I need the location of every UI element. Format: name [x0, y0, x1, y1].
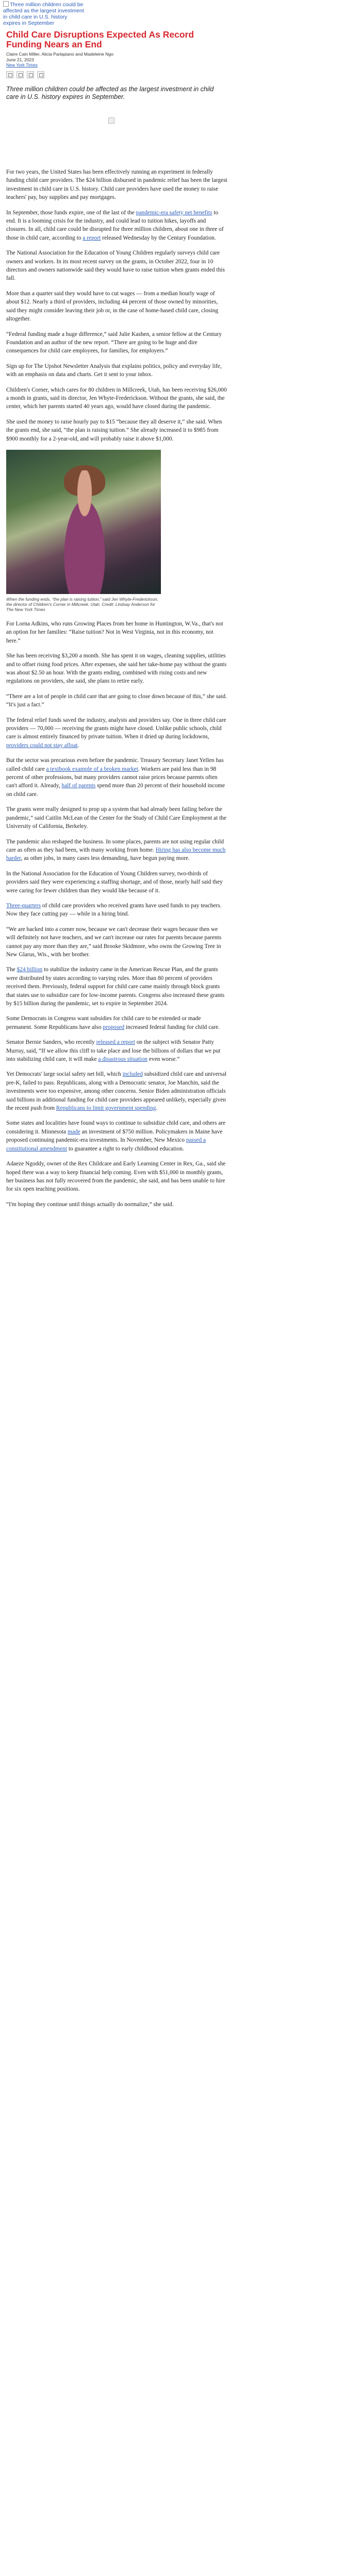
paragraph-text: . — [77, 742, 79, 749]
paragraph: For two years, the United States has been effectively running an experiment in federally funding child care providers. The $24 billion disbursed in pandemic relief has been the largest investment in child care in U.S. history. Child care providers have used the money to raise teachers' pay, buy supplies and pay mortgages. — [6, 169, 227, 201]
hero-image — [3, 0, 86, 28]
inline-link[interactable]: made — [67, 1128, 80, 1135]
share-icon[interactable] — [37, 71, 44, 78]
byline-source-link[interactable]: New York Times — [6, 62, 38, 67]
inline-link[interactable]: released a report — [96, 1039, 135, 1046]
inline-image-icon — [108, 117, 114, 124]
inline-link[interactable]: Three-quarters — [6, 902, 41, 909]
article-body — [6, 168, 228, 1215]
paragraph-text: Senator Bernie Sanders, who recently — [6, 1039, 96, 1046]
article-photo — [6, 450, 161, 594]
paragraph: Sign up for The Upshot Newsletter Analysis that explains politics, policy and everyday life, with an emphasis on data and charts. Get it sent to your inbox. — [6, 363, 222, 378]
paragraph — [6, 756, 228, 799]
paragraph-text: . Workers are paid less than in 98 percent of other professions, but many providers cannot raise prices because parents often can't afford it. Already, — [6, 766, 218, 789]
share-bar — [6, 71, 44, 78]
paragraph-text: Yet Democrats' large social safety net bill, which — [6, 1071, 123, 1078]
paragraph-text: . — [156, 1105, 158, 1112]
inline-link[interactable]: providers could not stay afloat — [6, 742, 78, 749]
paragraph: “I'm hoping they continue until things actually do normalize,” she said. — [6, 1201, 174, 1208]
paragraph-text: of child care providers who received grants have used funds to pay teachers. Now they face cutting pay — while in a hiring bind. — [6, 902, 222, 918]
byline-authors: Claire Cain Miller, Alicia Parlapiano and Madeleine Ngo — [6, 52, 113, 57]
paragraph-text: subsidized child care and universal pre-K, failed to pass. Republicans, along with a Democratic senator, Joe Manchin, said the investments were too expensive, among other concerns. Senior Biden administration officials said billions in additional funding for child care providers appeared unlikely, especially given the recent push from — [6, 1071, 227, 1112]
inline-link[interactable]: passed a constitutional amendment — [6, 1137, 206, 1152]
inline-link[interactable]: included — [122, 1071, 143, 1078]
paragraph: She has been receiving $3,200 a month. She has spent it on wages, cleaning supplies, utilities and to offset rising food prices. After expenses, she said her take-home pay without the grants was about $2.50 an hour. With the grants ending, combined with rising costs and new regulations on providers, she said, she plans to retire early. — [6, 653, 227, 685]
paragraph — [6, 1070, 228, 1112]
inline-link[interactable]: a report — [83, 234, 101, 241]
paragraph: The grants were really designed to prop up a system that had already been failing before the pandemic,” said Caitlin McLean of the Center for the Study of Child Care Employment at the University of California, Berkeley. — [6, 806, 227, 830]
paragraph-text: even worse.” — [147, 1056, 180, 1063]
paragraph-text: to end. It is a looming crisis for the industry, and could lead to tuition hikes, layoffs and closures. In all, child care could be disrupted for three million children, about one in three of those in child care, according to — [6, 209, 224, 241]
byline — [6, 52, 228, 68]
paragraph — [6, 209, 228, 243]
paragraph: “Federal funding made a huge difference,” said Julie Kashen, a senior fellow at the Century Foundation and an author of the new report. “There are going to be huge and dire consequences for child care employees, for families, for employers.” — [6, 331, 222, 354]
paragraph — [6, 902, 228, 919]
paragraph-text: an investment of $750 million. Policymakers in Maine have proposed continuing pandemic-era investments. In November, New Mexico — [6, 1128, 223, 1144]
article — [0, 0, 228, 1208]
paragraph-text: on the subject with Senator Patty Murray, said, “If we allow this cliff to take place and lose the billions of dollars that we put into stabilizing child care, it will make — [6, 1039, 221, 1063]
paragraph: She used the money to raise hourly pay to $15 “because they all deserve it,” she said. When the grants end, she said, “the plan is raising tuition.” She already increased it to $985 from $900 monthly for a 2-year-old, and will probably raise it above $1,000. — [6, 418, 222, 442]
inline-link[interactable]: pandemic-era safety net benefits — [136, 209, 212, 216]
share-icon[interactable] — [6, 71, 13, 78]
paragraph-text: Some states and localities have found ways to continue to subsidize child care, and others are considering it. Minnesota — [6, 1120, 226, 1135]
paragraph-text: But the sector was precarious even before the pandemic. Treasury Secretary Janet Yellen has called child care — [6, 757, 224, 772]
paragraph — [6, 1038, 228, 1063]
paragraph — [6, 716, 228, 750]
share-icon[interactable] — [17, 71, 24, 78]
paragraph-text: The federal relief funds saved the industry, analysts and providers say. One in three child care providers — 70,000 — receiving the grants might have closed. Unlike public schools, child care is almost entirely financed by private tuition. When it dried up during lockdowns, — [6, 717, 226, 740]
paragraph: “We are backed into a corner now, because we can't decrease their wages because then we will definitely not have teachers, and we can't increase our rates for parents because parents cannot pay any more than they are,” said Brooke Skidmore, who owns the Growing Tree in New Glarus, Wis., with her brother. — [6, 926, 222, 958]
paragraph-text: spend more than 20 percent of their household income on child care. — [6, 783, 225, 798]
inline-link[interactable]: proposed — [103, 1024, 125, 1030]
paragraph — [6, 1014, 228, 1031]
broken-image-icon — [3, 1, 9, 7]
paragraph: Adaeze Ngoddy, owner of the Rex Childcare and Early Learning Center in Rex, Ga., said she hoped there was a way to keep financial help coming. Even with $51,000 in monthly grants, her business has not fully recovered from the pandemic, she said, and has been unable to hire for six open teaching positions. — [6, 1161, 226, 1193]
paragraph: In the National Association for the Education of Young Children survey, two-thirds of providers said they were experiencing a staffing shortage, and of those, nearly half said they were caring for fewer children than they would like because of it. — [6, 870, 223, 894]
paragraph-text: , as other jobs, in many cases less demanding, have begun paying more. — [21, 855, 190, 862]
paragraph — [6, 1119, 228, 1153]
paragraph-text: Some Democrats in Congress want subsidies for child care to be extended or made permanent. Some Republicans have also — [6, 1015, 201, 1030]
photo-caption: When the funding ends, “the plan is raising tuition,” said Jen Whyte-Frederickson, the director of Children's Corner in Millcreek, Utah. Credit: Lindsay Anderson for The New York Times — [6, 597, 158, 612]
inline-link[interactable]: a disastrous situation — [98, 1056, 147, 1063]
article-dek: Three million children could be affected as the largest investment in child care in U.S. history expires in September. — [6, 86, 214, 100]
paragraph-text: The pandemic also reshaped the business. In some places, parents are not using regular child care as often as they had been, with many working from home. — [6, 838, 224, 853]
byline-date: June 21, 2023 — [6, 57, 34, 62]
paragraph: Children's Corner, which cares for 80 children in Millcreek, Utah, has been receiving $26,000 a month in grants, said its director, Jen Whyte-Frederickson. Without the grants, she said, the center, which her parents started 40 years ago, would have closed during the pandemic. — [6, 386, 227, 410]
paragraph: More than a quarter said they would have to cut wages — from a median hourly wage of about $12. Nearly a third of providers, including 44 percent of those owned by minorities, said they might consider leaving their job or, in the case of home-based child care, closing altogether. — [6, 290, 219, 323]
inline-link[interactable]: $24 billion — [17, 967, 43, 973]
paragraph: For Lorna Adkins, who runs Growing Places from her home in Huntington, W.Va., that's not an option for her families: “Raise tuition? Not in West Virginia, not in this economy, not here.” — [6, 620, 223, 644]
paragraph: The National Association for the Education of Young Children regularly surveys child care owners and workers. In its most recent survey on the grants, in October 2022, four in 10 directors and owners nationwide said they would have to raise tuition when grants ended this fall. — [6, 250, 225, 282]
article-title: Child Care Disruptions Expected As Record Funding Nears an End — [6, 29, 194, 49]
share-icon[interactable] — [27, 71, 34, 78]
inline-link[interactable]: Republicans to limit government spending — [56, 1105, 156, 1112]
paragraph-text: In September, those funds expire, one of the last of the — [6, 209, 136, 216]
photo-subject — [54, 470, 116, 594]
paragraph-text: increased federal funding for child care. — [124, 1024, 220, 1030]
inline-link[interactable]: half of parents — [61, 783, 96, 789]
paragraph-text: The — [6, 967, 17, 973]
hero-image-alt: Three million children could be affected as the largest investment in child care in U.S. history expires in September — [3, 2, 84, 26]
paragraph — [6, 965, 228, 1008]
inline-link[interactable]: Hiring has also become much harder — [6, 846, 226, 862]
paragraph — [6, 838, 228, 863]
paragraph-text: to guarantee a right to early childhood education. — [67, 1145, 184, 1152]
paragraph-text: to stabilize the industry came in the American Rescue Plan, and the grants were distributed by states according to varying rules. More than 80 percent of providers received them. Previously, federal support for child care came mainly through block grants that states use to subsidize care for low-income parents. Congress also increased these grants by $15 billion during the pandemic, set to expire in September 2024. — [6, 967, 225, 1007]
inline-link[interactable]: a textbook example of a broken market — [46, 766, 138, 772]
paragraph: “There are a lot of people in child care that are going to close down because of this,” she said. “It's just a fact.” — [6, 693, 227, 708]
paragraph-text: released Wednesday by the Century Foundation. — [101, 234, 216, 241]
